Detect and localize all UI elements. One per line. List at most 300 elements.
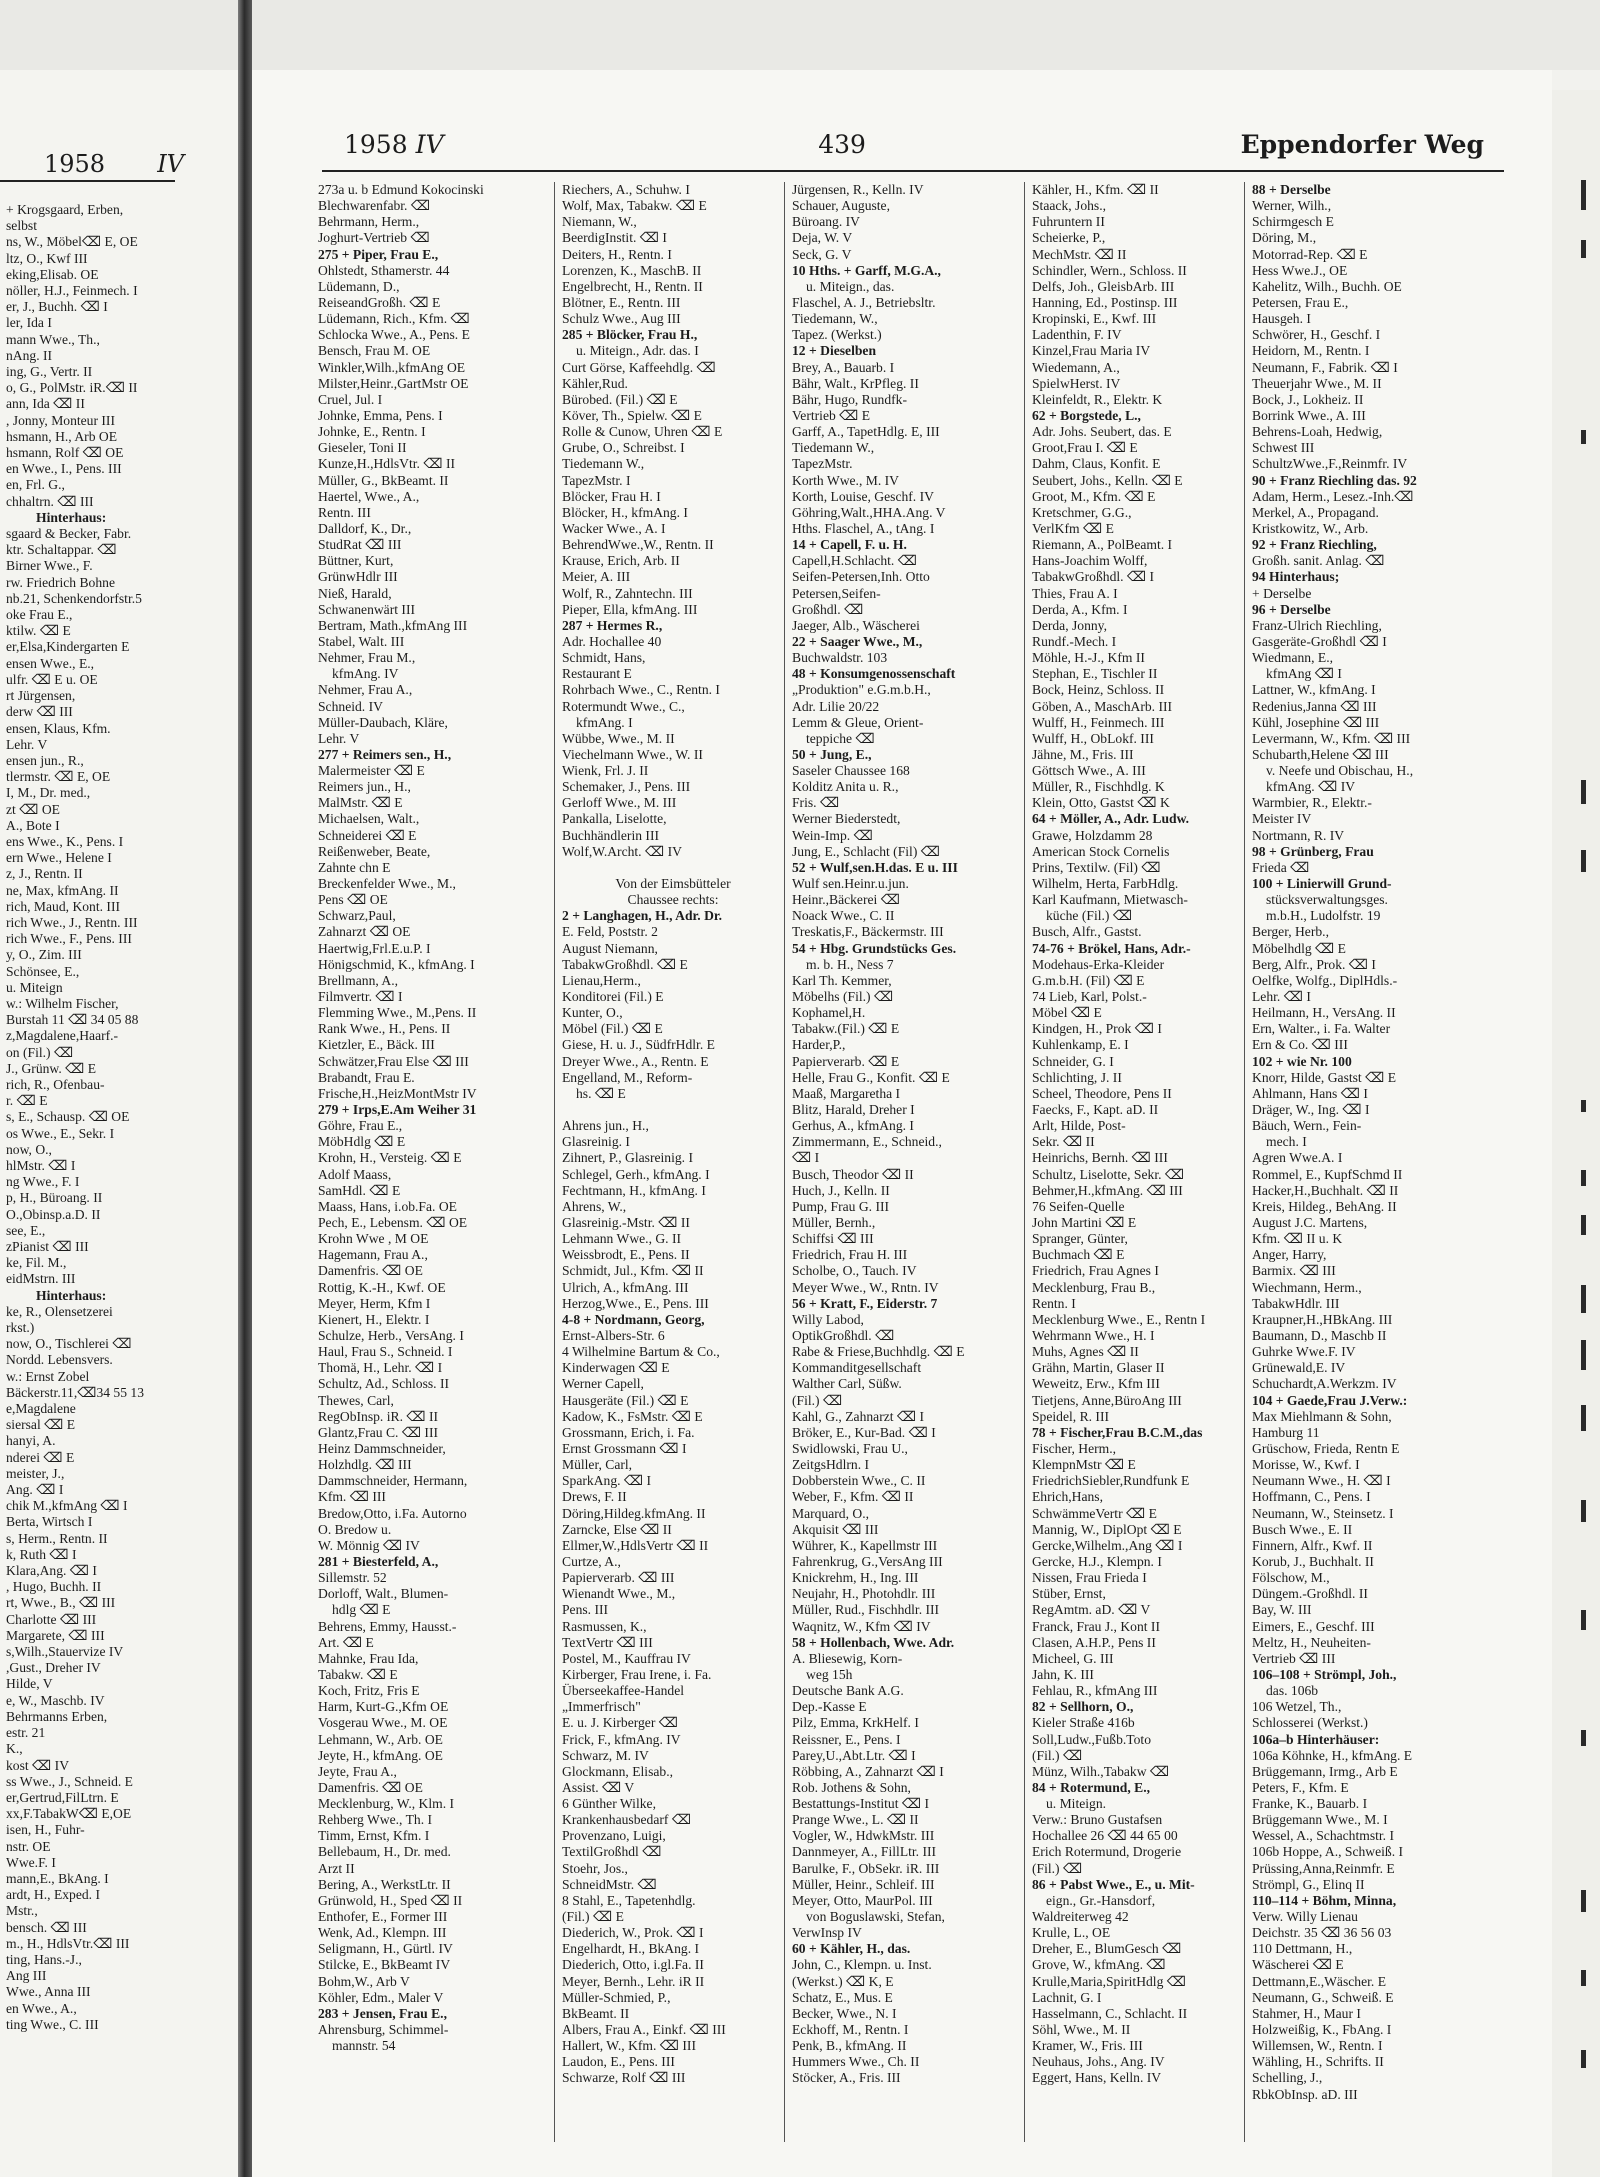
directory-entry-line: Rommel, E., KupfSchmd II — [1252, 1166, 1403, 1182]
directory-entry-line: Damenfris. ⌫ OE — [318, 1263, 423, 1279]
directory-entry-line: weg 15h — [806, 1666, 853, 1682]
directory-entry-line: Speidel, R. III — [1032, 1408, 1110, 1424]
directory-entry-line: Müller-Daubach, Kläre, — [318, 714, 448, 730]
directory-entry-line: Göben, A., MaschArb. III — [1032, 698, 1173, 714]
directory-entry-line: kfmAng. IV — [332, 666, 399, 682]
directory-entry-line: Müller, Bernh., — [792, 1215, 876, 1230]
directory-entry-line: Müller, G., BkBeamt. II — [318, 472, 449, 488]
directory-entry-line: Tabakw. ⌫ E — [318, 1666, 398, 1682]
directory-entry-line: Mecklenburg, Frau B., — [1032, 1279, 1156, 1295]
directory-entry-line: Hacker,H.,Buchhalt. ⌫ II — [1252, 1182, 1399, 1198]
directory-entry-line: Thomä, H., Lehr. ⌫ I — [318, 1360, 443, 1376]
left-year: 1958 — [44, 150, 106, 178]
directory-entry-line: Postel, M., Kauffrau IV — [562, 1650, 691, 1666]
left-entry-line: chhaltrn. ⌫ III — [6, 493, 94, 509]
directory-entry-line: Krankenhausbedarf ⌫ — [562, 1812, 692, 1828]
directory-entry-line: Maaß, Margaretha I — [792, 1085, 901, 1101]
directory-entry-line: Wienandt Wwe., M., — [562, 1586, 676, 1602]
directory-entry-line: Müller, Heinr., Schleif. III — [792, 1876, 935, 1892]
directory-entry-line: Oelfke, Wolfg., DiplHdls.- — [1252, 972, 1398, 988]
left-entry-line: Hilde, V — [6, 1676, 53, 1692]
directory-entry-line: Kramer, W., Fris. III — [1032, 2038, 1143, 2054]
left-entry-line: z,Magdalene,Haarf.- — [6, 1028, 119, 1044]
directory-entry-line: Willemsen, W., Rentn. I — [1252, 2038, 1383, 2054]
directory-entry-line: Schlosserei (Werkst.) — [1252, 1715, 1368, 1731]
directory-entry-line: Dorloff, Walt., Blumen- — [318, 1586, 449, 1602]
directory-entry-line: RbkObInsp. aD. III — [1252, 2086, 1358, 2102]
left-entry-line: s,Wilh.,Stauervize IV — [6, 1644, 124, 1660]
directory-entry-line: Schelling, J., — [1252, 2070, 1323, 2086]
left-entry-line: selbst — [6, 218, 37, 234]
directory-entry-line: Neujahr, H., Photohdlr. III — [792, 1586, 936, 1602]
edge-thumb-mark — [1581, 1215, 1586, 1235]
left-entry-line: y, O., Zim. III — [6, 947, 82, 963]
directory-entry-line: Kleinfeldt, R., Elektr. K — [1032, 391, 1163, 407]
directory-entry-line: Kieler Straße 416b — [1032, 1715, 1135, 1731]
directory-entry-line: 100 + Linierwill Grund- — [1252, 876, 1392, 892]
left-entry-line: z, J., Rentn. II — [6, 866, 83, 882]
directory-entry-line: Engelland, M., Reform- — [562, 1069, 693, 1085]
directory-entry-line: Arlt, Hilde, Post- — [1032, 1118, 1126, 1134]
directory-entry-line: Schneid. IV — [318, 698, 383, 714]
left-entry-line: e, W., Maschb. IV — [6, 1692, 105, 1708]
left-entry-line: er,Gertrud,FilLtrn. E — [6, 1789, 119, 1805]
directory-entry-line: Hths. Flaschel, A., tAng. I — [792, 520, 935, 536]
directory-entry-line: Wiedemann, A., — [1032, 359, 1120, 375]
page-number: 439 — [818, 130, 866, 159]
directory-entry-line: Tiedemann, W., — [792, 311, 878, 327]
directory-entry-line: Wähling, H., Schrifts. II — [1252, 2054, 1384, 2070]
directory-entry-line: W. Mönnig ⌫ IV — [318, 1537, 420, 1553]
directory-entry-line: Kahl, G., Zahnarzt ⌫ I — [792, 1408, 925, 1424]
directory-entry-line: u. Miteign., Adr. das. I — [576, 343, 699, 359]
directory-entry-line: 4-8 + Nordmann, Georg, — [562, 1311, 705, 1327]
directory-entry-line: Blötner, E., Rentn. III — [562, 294, 681, 310]
directory-entry-line: Filmvertr. ⌫ I — [318, 989, 403, 1005]
directory-entry-line: Clasen, A.H.P., Pens II — [1032, 1634, 1156, 1650]
directory-entry-line: Wiedmann, E., — [1252, 650, 1333, 666]
directory-entry-line: TapezMstr. I — [562, 472, 631, 488]
directory-entry-line: Lehr. V — [318, 730, 360, 746]
directory-entry-line: Schubarth,Helene ⌫ III — [1252, 746, 1389, 762]
directory-entry-line: Glantz,Frau C. ⌫ III — [318, 1424, 439, 1440]
edge-thumb-mark — [1581, 1285, 1586, 1313]
directory-entry-line: Krohn Wwe , M OE — [318, 1231, 429, 1247]
directory-entry-line: Michaelsen, Walt., — [318, 811, 420, 827]
directory-entry-line: Neumann, G., Schweiß. E — [1252, 1989, 1394, 2005]
left-entry-line: ler, Ida I — [6, 315, 52, 331]
directory-entry-line: Redenius,Janna ⌫ III — [1252, 698, 1377, 714]
directory-entry-line: Hoffmann, C., Pens. I — [1252, 1489, 1371, 1505]
left-entry-line: zt ⌫ OE — [6, 801, 60, 817]
directory-entry-line: Vogler, W., HdwkMstr. III — [792, 1828, 935, 1844]
directory-entry-line: 283 + Jensen, Frau E., — [318, 2005, 447, 2021]
directory-entry-line: Merkel, A., Propagand. — [1252, 504, 1379, 520]
left-entry-line: nderei ⌫ E — [6, 1449, 75, 1465]
directory-entry-line: Brüggemann Wwe., M. I — [1252, 1812, 1388, 1828]
directory-entry-line: Grähn, Martin, Glaser II — [1032, 1360, 1165, 1376]
directory-entry-line: Derda, Jonny, — [1032, 617, 1107, 633]
directory-entry-line: Franke, K., Bauarb. I — [1252, 1796, 1368, 1812]
directory-entry-line: Noack Wwe., C. II — [792, 908, 895, 924]
directory-entry-line: Eggert, Hans, Kelln. IV — [1032, 2070, 1162, 2086]
directory-entry-line: Motorrad-Rep. ⌫ E — [1252, 246, 1368, 262]
directory-entry-line: Schatz, E., Mus. E — [792, 1989, 893, 2005]
directory-entry-line: Micheel, G. III — [1032, 1650, 1114, 1666]
directory-entry-line: Schwarz, M. IV — [562, 1747, 649, 1763]
directory-entry-line: Grüschow, Frieda, Rentn E — [1252, 1440, 1400, 1456]
directory-entry-line: Schultz, Liselotte, Sekr. ⌫ — [1032, 1166, 1185, 1182]
directory-entry-line: Meyer, Otto, MaurPol. III — [792, 1892, 933, 1908]
directory-entry-line: mannstr. 54 — [332, 2038, 396, 2054]
directory-entry-line: Krulle, L., OE — [1032, 1925, 1111, 1941]
directory-entry-line: Kretschmer, G.G., — [1032, 504, 1132, 520]
directory-entry-line: Albers, Frau A., Einkf. ⌫ III — [562, 2022, 726, 2038]
left-entry-line: e,Magdalene — [6, 1401, 76, 1417]
left-entry-line: + Krogsgaard, Erben, — [6, 202, 124, 217]
left-entry-line: siersal ⌫ E — [6, 1417, 76, 1433]
directory-entry-line: GrünwHdlr III — [318, 569, 398, 585]
directory-entry-line: Staack, Johs., — [1032, 198, 1107, 214]
left-entry-line: w.: Wilhelm Fischer, — [6, 995, 119, 1011]
directory-entry-line: Meltz, H., Neuheiten- — [1252, 1634, 1371, 1650]
directory-entry-line: Jürgensen, R., Kelln. IV — [792, 182, 924, 197]
directory-entry-line: StudRat ⌫ III — [318, 537, 402, 553]
left-entry-line: Ang. ⌫ I — [6, 1482, 64, 1498]
directory-entry-line: BkBeamt. II — [562, 2005, 630, 2021]
directory-entry-line: Pump, Frau G. III — [792, 1198, 890, 1214]
directory-entry-line: Glasreinig. I — [562, 1134, 630, 1150]
directory-entry-line: Schmidt, Jul., Kfm. ⌫ II — [562, 1263, 704, 1279]
directory-entry-line: Glasreinig.-Mstr. ⌫ II — [562, 1215, 690, 1230]
directory-entry-line: Penk, B., kfmAng. II — [792, 2038, 907, 2054]
directory-entry-line: Friedrich, Frau H. III — [792, 1247, 908, 1263]
directory-entry-line: Mahnke, Frau Ida, — [318, 1650, 419, 1666]
directory-entry-line: küche (Fil.) ⌫ — [1046, 908, 1133, 924]
directory-entry-line: 78 + Fischer,Frau B.C.M.,das — [1032, 1424, 1203, 1440]
directory-entry-line: Kreis, Hildeg., BehAng. II — [1252, 1198, 1397, 1214]
edge-thumb-mark — [1581, 1170, 1586, 1186]
directory-entry-line: Winkler,Wilh.,kfmAng OE — [318, 359, 466, 375]
directory-entry-line: Niemann, W., — [562, 214, 637, 230]
directory-entry-line: Gerhus, A., kfmAng. I — [792, 1118, 914, 1134]
directory-entry-line: Morisse, W., Kwf. I — [1252, 1457, 1360, 1473]
directory-entry-line: Dep.-Kasse E — [792, 1699, 867, 1715]
directory-entry-line: Capell,H.Schlacht. ⌫ — [792, 553, 917, 569]
left-entry-line: nAng. II — [6, 347, 53, 363]
directory-entry-line: Wäscherei ⌫ E — [1252, 1957, 1344, 1973]
directory-entry-line: SamHdl. ⌫ E — [318, 1182, 401, 1198]
directory-entry-line: Bering, A., WerkstLtr. II — [318, 1876, 451, 1892]
left-entry-line: ns, W., Möbel⌫ E, OE — [6, 234, 138, 250]
directory-entry-line: Wessel, A., Schachtmstr. I — [1252, 1828, 1394, 1844]
directory-entry-line: Hanning, Ed., Postinsp. III — [1032, 294, 1178, 310]
directory-entry-line: Zimmermann, E., Schneid., — [792, 1134, 942, 1150]
directory-entry-line: Busch Wwe., E. II — [1252, 1521, 1353, 1537]
directory-entry-line: Thies, Frau A. I — [1032, 585, 1118, 601]
directory-entry-line: Kühl, Josephine ⌫ III — [1252, 714, 1380, 730]
left-entry-line: nstr. OE — [6, 1838, 51, 1854]
directory-entry-line: Dahm, Claus, Konfit. E — [1032, 456, 1161, 472]
left-entry-line: Bäckerstr.11,⌫34 55 13 — [6, 1384, 145, 1400]
directory-column-3 — [792, 182, 1024, 2157]
directory-entry-line: Peters, F., Kfm. E — [1252, 1779, 1349, 1795]
directory-entry-line: Waldreiterweg 42 — [1032, 1909, 1129, 1925]
directory-entry-line: Jaeger, Alb., Wäscherei — [792, 617, 920, 633]
directory-entry-line: stücksverwaltungsges. — [1266, 892, 1388, 908]
directory-entry-line: Büttner, Kurt, — [318, 553, 394, 569]
directory-entry-line: Wacker Wwe., A. I — [562, 520, 666, 536]
left-entry-line: tlermstr. ⌫ E, OE — [6, 769, 111, 785]
left-entry-line: ern Wwe., Helene I — [6, 850, 112, 866]
directory-entry-line: Knorr, Hilde, Gastst ⌫ E — [1252, 1069, 1397, 1085]
directory-entry-line: Treskatis,F., Bäckermstr. III — [792, 924, 944, 940]
left-entry-line: en Wwe., A., — [6, 2000, 77, 2016]
left-entry-line: ens Wwe., K., Pens. I — [6, 833, 124, 849]
directory-entry-line: Schauer, Auguste, — [792, 198, 890, 214]
directory-entry-line: Stephan, E., Tischler II — [1032, 666, 1158, 682]
directory-entry-line: Seck, G. V — [792, 246, 852, 262]
directory-entry-line: Hausgeh. I — [1252, 311, 1311, 327]
directory-entry-line: Bensch, Frau M. OE — [318, 343, 431, 359]
directory-entry-line: Möbelhs (Fil.) ⌫ — [792, 989, 894, 1005]
left-entry-line: eidMstrn. III — [6, 1271, 76, 1287]
directory-entry-line: Buchwaldstr. 103 — [792, 650, 888, 666]
directory-entry-line: Akquisit ⌫ III — [792, 1521, 879, 1537]
directory-entry-line: Jeyte, Frau A., — [318, 1763, 397, 1779]
directory-entry-line: Hans-Joachim Wolff, — [1032, 553, 1148, 569]
directory-entry-line: Friedrich, Frau Agnes I — [1032, 1263, 1159, 1279]
directory-entry-line: 8 Stahl, E., Tapetenhdlg. — [562, 1892, 696, 1908]
directory-entry-line: Sillemstr. 52 — [318, 1570, 387, 1586]
left-entry-line: O.,Obinsp.a.D. II — [6, 1206, 101, 1222]
directory-entry-line: Kfm. ⌫ III — [318, 1489, 386, 1505]
directory-entry-line: Nehmer, Frau A., — [318, 682, 413, 698]
left-header-rule — [0, 180, 175, 182]
directory-entry-line: Dammschneider, Hermann, — [318, 1473, 468, 1489]
directory-entry-line: Von der Eimsbütteler — [615, 876, 731, 892]
left-entry-line: en Wwe., I., Pens. III — [6, 461, 122, 477]
directory-entry-line: Lehmann Wwe., G. II — [562, 1231, 682, 1247]
directory-entry-line: 110–114 + Böhm, Minna, — [1252, 1892, 1397, 1908]
directory-entry-line: Weissbrodt, E., Pens. II — [562, 1247, 690, 1263]
left-entry-line: Wwe., Anna III — [6, 1984, 91, 2000]
directory-entry-line: Wilhelm, Herta, FarbHdlg. — [1032, 876, 1179, 892]
directory-entry-line: Jahn, K. III — [1032, 1666, 1094, 1682]
left-entry-line: ke, Fil. M., — [6, 1255, 67, 1271]
directory-entry-line: Wührer, K., Kapellmstr III — [792, 1537, 938, 1553]
directory-entry-line: 86 + Pabst Wwe., E., u. Mit- — [1032, 1876, 1195, 1892]
directory-entry-line: Meyer, Bernh., Lehr. iR II — [562, 1973, 705, 1989]
directory-entry-line: Schulz Wwe., Aug III — [562, 311, 681, 327]
directory-entry-line: Lattner, W., kfmAng. I — [1252, 682, 1376, 698]
directory-entry-line: Herzog,Wwe., E., Pens. III — [562, 1295, 709, 1311]
directory-entry-line: Walther Carl, Süßw. — [792, 1376, 902, 1392]
left-entry-line: er, J., Buchh. ⌫ I — [6, 299, 108, 315]
directory-entry-line: Prüssing,Anna,Reinmfr. E — [1252, 1860, 1395, 1876]
directory-entry-line: Enthofer, E., Former III — [318, 1909, 448, 1925]
directory-entry-line: Brey, A., Bauarb. I — [792, 359, 895, 375]
directory-entry-line: RegAmtm. aD. ⌫ V — [1032, 1602, 1151, 1618]
directory-entry-line: 106a–b Hinterhäuser: — [1252, 1731, 1380, 1747]
directory-entry-line: Helle, Frau G., Konfit. ⌫ E — [792, 1069, 950, 1085]
directory-entry-line: Buchhändlerin III — [562, 827, 660, 843]
left-entry-line: hsmann, Rolf ⌫ OE — [6, 445, 124, 461]
directory-entry-line: Ern, Walter., i. Fa. Walter — [1252, 1021, 1391, 1037]
directory-entry-line: Köver, Th., Spielw. ⌫ E — [562, 407, 702, 423]
directory-entry-line: Faecks, F., Kapt. aD. II — [1032, 1102, 1159, 1118]
directory-entry-line: VerlKfm ⌫ E — [1032, 520, 1114, 536]
directory-entry-line: Möbel (Fil.) ⌫ E — [562, 1021, 663, 1037]
directory-entry-line: Frische,H.,HeizMontMstr IV — [318, 1085, 477, 1101]
edge-thumb-mark — [1581, 1340, 1586, 1370]
directory-entry-line: Dannmeyer, A., FillLtr. III — [792, 1844, 937, 1860]
directory-entry-line: Tiedemann W., — [792, 440, 875, 456]
left-entry-line: ne, Max, kfmAng. II — [6, 882, 119, 898]
column-divider — [784, 182, 785, 2142]
directory-entry-line: Schwanenwärt III — [318, 601, 416, 617]
directory-entry-line: Derda, A., Kfm. I — [1032, 601, 1128, 617]
left-entry-line: Hinterhaus: — [36, 509, 107, 525]
left-entry-line: now, O., — [6, 1141, 52, 1157]
directory-entry-line: Döring, M., — [1252, 230, 1317, 246]
directory-entry-line: Schulze, Herb., VersAng. I — [318, 1327, 464, 1343]
directory-entry-line: Meister IV — [1252, 811, 1312, 827]
left-entry-line: A., Bote I — [6, 817, 60, 833]
left-entry-line: Ang III — [6, 1968, 47, 1984]
header-year-volume — [344, 130, 444, 159]
directory-entry-line: Krulle,Maria,SpiritHdlg ⌫ — [1032, 1973, 1187, 1989]
directory-entry-line: Büroang. IV — [792, 214, 860, 230]
directory-entry-line: Hochallee 26 ⌫ 44 65 00 — [1032, 1828, 1178, 1844]
directory-entry-line: 4 Wilhelmine Bartum & Co., — [562, 1344, 720, 1360]
directory-entry-line: Huch, J., Kelln. II — [792, 1182, 890, 1198]
directory-entry-line: Großh. sanit. Anlag. ⌫ — [1252, 553, 1385, 569]
directory-entry-line: Köhler, Edm., Maler V — [318, 1989, 444, 2005]
directory-entry-line: Karl Kaufmann, Mietwasch- — [1032, 892, 1188, 908]
directory-entry-line: + Derselbe — [1252, 585, 1312, 601]
directory-entry-line: 106–108 + Strömpl, Joh., — [1252, 1666, 1397, 1682]
directory-entry-line: Mannig, W., DiplOpt ⌫ E — [1032, 1521, 1182, 1537]
directory-entry-line: Dobberstein Wwe., C. II — [792, 1473, 926, 1489]
directory-entry-line: Schiffsi ⌫ III — [792, 1231, 874, 1247]
directory-entry-line: Döring,Hildeg.kfmAng. II — [562, 1505, 706, 1521]
directory-entry-line: Scheel, Theodore, Pens II — [1032, 1085, 1172, 1101]
left-entry-line: ann, Ida ⌫ II — [6, 396, 85, 412]
directory-entry-line: Ernst-Albers-Str. 6 — [562, 1327, 665, 1343]
directory-entry-line: u. Miteign. — [1046, 1796, 1107, 1812]
directory-entry-line: kfmAng ⌫ I — [1266, 666, 1342, 682]
directory-entry-line: Großhdl. ⌫ — [792, 601, 864, 617]
directory-entry-line: Warmbier, R., Elektr.- — [1252, 795, 1372, 811]
right-year: 1958 — [344, 130, 408, 159]
directory-entry-line: Holzhdlg. ⌫ III — [318, 1457, 412, 1473]
directory-entry-line: Rundf.-Mech. I — [1032, 633, 1117, 649]
directory-entry-line: Rank Wwe., H., Pens. II — [318, 1021, 451, 1037]
left-entry-line: ensen jun., R., — [6, 752, 84, 768]
edge-thumb-mark — [1581, 430, 1586, 444]
directory-entry-line: Schultz, Ad., Schloss. II — [318, 1376, 450, 1392]
directory-entry-line: Diederich, W., Prok. ⌫ I — [562, 1925, 704, 1941]
directory-entry-line: Bay, W. III — [1252, 1602, 1312, 1618]
directory-entry-line: Verw.: Bruno Gustafsen — [1032, 1812, 1163, 1828]
left-entry-line: , Jonny, Monteur III — [6, 412, 115, 428]
directory-entry-line: Meyer, Herm, Kfm I — [318, 1295, 431, 1311]
left-entry-line: o, G., PolMstr. iR.⌫ II — [6, 380, 138, 396]
directory-entry-line: Grünewald,E. IV — [1252, 1360, 1346, 1376]
directory-entry-line: Engelhardt, H., BkAng. I — [562, 1941, 700, 1957]
directory-entry-line: Schlocka Wwe., A., Pens. E — [318, 327, 470, 343]
left-entry-line: ktilw. ⌫ E — [6, 623, 71, 639]
directory-entry-line: Provenzano, Luigi, — [562, 1828, 666, 1844]
directory-entry-line: Hönigschmid, K., kfmAng. I — [318, 956, 475, 972]
directory-entry-line: Vertrieb ⌫ III — [1252, 1650, 1336, 1666]
directory-entry-line: Muhs, Agnes ⌫ II — [1032, 1344, 1139, 1360]
directory-entry-line: 279 + Irps,E.Am Weiher 31 — [318, 1102, 477, 1118]
directory-entry-line: Bürobed. (Fil.) ⌫ E — [562, 391, 678, 407]
directory-entry-line: Schneider, G. I — [1032, 1053, 1114, 1069]
directory-entry-line: Riemann, A., PolBeamt. I — [1032, 537, 1173, 553]
directory-entry-line: Willy Labod, — [792, 1311, 864, 1327]
directory-entry-line: Ahrens jun., H., — [562, 1118, 649, 1134]
directory-entry-line: Bähr, Walt., KrPfleg. II — [792, 375, 919, 391]
directory-entry-line: Schneiderei ⌫ E — [318, 827, 417, 843]
edge-thumb-mark — [1581, 180, 1586, 210]
directory-entry-line: 10 Hths. + Garff, M.G.A., — [792, 262, 941, 278]
directory-entry-line: (Werkst.) ⌫ K, E — [792, 1973, 894, 1989]
directory-entry-line: 22 + Saager Wwe., M., — [792, 633, 923, 649]
directory-entry-line: Möhle, H.-J., Kfm II — [1032, 650, 1145, 666]
directory-entry-line: (Fil.) ⌫ — [1032, 1747, 1083, 1763]
left-entry-line: ss Wwe., J., Schneid. E — [6, 1773, 133, 1789]
page-edge — [1552, 90, 1600, 2177]
directory-entry-line: Tabakw.(Fil.) ⌫ E — [792, 1021, 900, 1037]
left-page-listing — [6, 202, 232, 2033]
left-entry-line: Schönsee, E., — [6, 963, 80, 979]
directory-entry-line: Riechers, A., Schuhw. I — [562, 182, 690, 197]
directory-entry-line: KlempnMstr ⌫ E — [1032, 1457, 1136, 1473]
edge-thumb-mark — [1581, 1970, 1586, 1986]
left-page — [0, 70, 238, 2177]
directory-entry-line: Ahlmann, Hans ⌫ I — [1252, 1085, 1368, 1101]
directory-entry-line: Guhrke Wwe.F. IV — [1252, 1344, 1356, 1360]
directory-entry-line: 88 + Derselbe — [1252, 182, 1331, 197]
directory-entry-line: Frick, F., kfmAng. IV — [562, 1731, 681, 1747]
directory-entry-line: Brüggemann, Irmg., Arb E — [1252, 1763, 1398, 1779]
directory-entry-line: Göhre, Frau E., — [318, 1118, 403, 1134]
directory-entry-line: Dreher, E., BlumGesch ⌫ — [1032, 1941, 1182, 1957]
directory-entry-line: Bellebaum, H., Dr. med. — [318, 1844, 451, 1860]
directory-entry-line: Schwest III — [1252, 440, 1315, 456]
left-entry-line: ke, R., Olensetzerei — [6, 1303, 113, 1319]
directory-entry-line: TabakwGroßhdl. ⌫ I — [1032, 569, 1155, 585]
left-entry-line: Burstah 11 ⌫ 34 05 88 — [6, 1012, 139, 1028]
directory-entry-line: Soll,Ludw.,Fußb.Toto — [1032, 1731, 1152, 1747]
directory-entry-line: 285 + Blöcker, Frau H., — [562, 327, 698, 343]
directory-entry-line: (Fil.) ⌫ E — [562, 1909, 624, 1925]
book-gutter — [238, 0, 252, 2177]
directory-column-5 — [1252, 182, 1497, 2157]
directory-entry-line: Schwörer, H., Geschf. I — [1252, 327, 1381, 343]
directory-entry-line: (Fil.) ⌫ — [792, 1392, 843, 1408]
directory-entry-line: Ern & Co. ⌫ III — [1252, 1037, 1348, 1053]
directory-entry-line: Damenfris. ⌫ OE — [318, 1779, 423, 1795]
directory-entry-line: ReiseandGroßh. ⌫ E — [318, 294, 441, 310]
directory-entry-line: Waqnitz, W., Kfm ⌫ IV — [792, 1618, 931, 1634]
directory-entry-line: Bestattungs-Institut ⌫ I — [792, 1796, 930, 1812]
left-entry-line: ardt, H., Exped. I — [6, 1887, 100, 1903]
left-entry-line: eking,Elisab. OE — [6, 266, 99, 282]
